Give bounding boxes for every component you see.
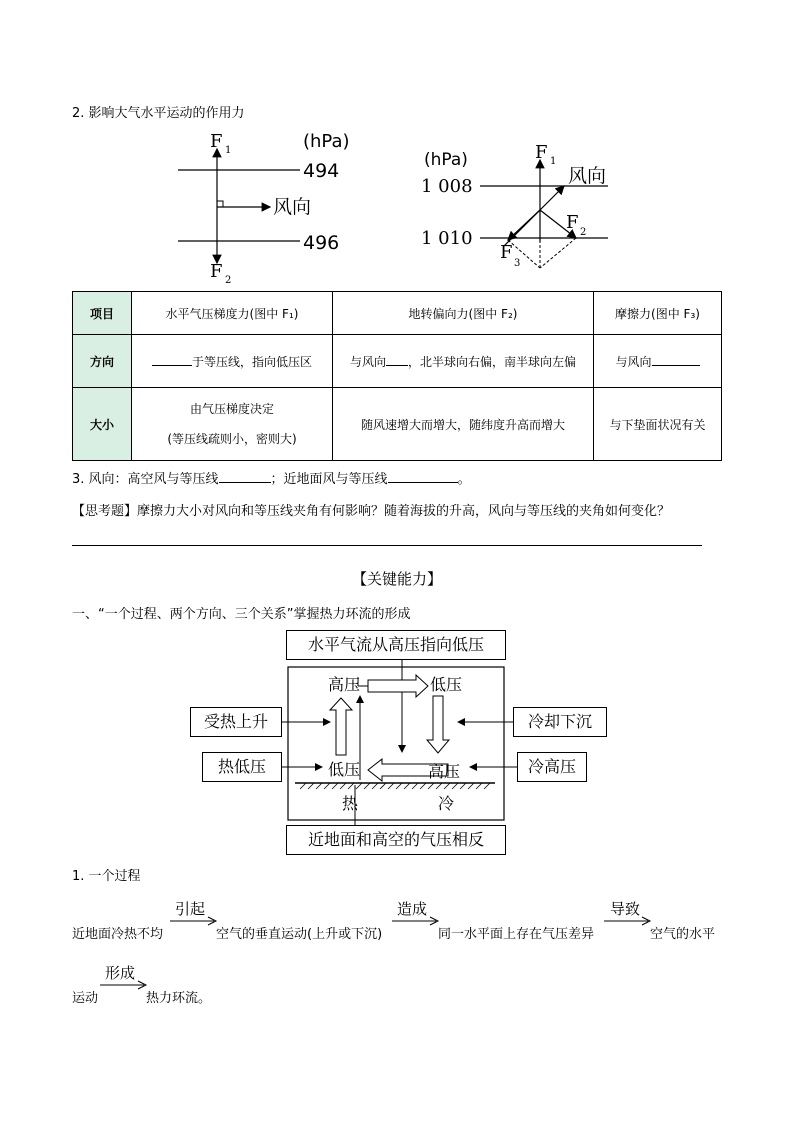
magnitude-label: 大小 (73, 388, 132, 461)
isobar-value-bottom: 496 (303, 232, 340, 254)
svg-text:2: 2 (225, 275, 232, 286)
f1-label: F (210, 131, 223, 152)
process-step-6: 热力环流。 (146, 991, 212, 1006)
process-step-2: 空气的垂直运动(上升或下沉) (216, 927, 383, 942)
label-cool-sink: 冷却下沉 (513, 707, 607, 737)
label-horizontal-flow: 水平气流从高压指向低压 (286, 630, 506, 660)
label-low-pressure-surface: 低压 (328, 760, 361, 779)
table-cell: 与风向 ，北半球向右偏，南半球向左偏 (333, 335, 594, 388)
process-step-1: 近地面冷热不均 (72, 927, 164, 942)
table-cell: 与风向 (594, 335, 722, 388)
direction-label: 方向 (73, 335, 132, 388)
right-angle-mark (217, 201, 223, 207)
table-row (73, 388, 722, 461)
f1-label: F (535, 142, 548, 163)
rising-hollow-arrow (330, 698, 352, 755)
table-cell: 由气压梯度决定 (等压线疏则小，密则大) (132, 388, 333, 461)
svg-text:1: 1 (225, 145, 232, 156)
key-ability-title: 【关键能力】 (351, 570, 442, 588)
label-high-pressure-upper: 高压 (328, 675, 361, 694)
svg-text:3: 3 (514, 258, 521, 269)
label-high-pressure-surface: 高压 (428, 762, 461, 781)
question-3: 3. 风向：高空风与等压线 ；近地面风与等压线 。 (72, 472, 471, 487)
label-heat-rise: 受热上升 (190, 707, 282, 737)
flow-arrow-2 (392, 916, 440, 926)
resultant-dash-1 (508, 240, 540, 268)
label-opposite-pressure: 近地面和高空的气压相反 (286, 825, 506, 855)
f2-label: F (566, 212, 579, 233)
process-step-5: 运动 (72, 991, 99, 1006)
unit-label: (hPa) (424, 150, 468, 170)
wind-label: 风向 (273, 196, 312, 218)
wind-label: 风向 (568, 165, 607, 187)
table-row (73, 335, 722, 388)
force-diagram-upper-air (170, 125, 370, 290)
sinking-hollow-arrow (427, 696, 449, 753)
verb-lead: 导致 (610, 900, 641, 918)
thermal-circulation-diagram (190, 630, 610, 855)
col-pressure-gradient: 水平气压梯度力(图中 F₁) (132, 292, 333, 335)
col-friction: 摩擦力(图中 F₃) (594, 292, 722, 335)
unit-label: (hPa) (303, 131, 350, 152)
flow-arrow-1 (170, 916, 218, 926)
verb-result: 造成 (397, 900, 428, 918)
process-title: 1. 一个过程 (72, 869, 141, 884)
header-cell: 项目 (73, 292, 132, 335)
isobar-value-top: 1 008 (421, 176, 473, 197)
section-title: 2. 影响大气水平运动的作用力 (72, 106, 245, 121)
flow-arrow-4 (100, 980, 148, 990)
col-coriolis: 地转偏向力(图中 F₂) (333, 292, 594, 335)
isobar-value-bottom: 1 010 (421, 228, 473, 249)
table-cell: 与下垫面状况有关 (594, 388, 722, 461)
svg-text:1: 1 (550, 156, 557, 167)
process-step-4: 空气的水平 (650, 927, 716, 942)
resultant-dash-2 (540, 238, 576, 268)
think-question: 【思考题】摩擦力大小对风向和等压线夹角有何影响？随着海拔的升高，风向与等压线的夹角如何变化？ (72, 504, 671, 519)
table-cell: 于等压线，指向低压区 (132, 335, 333, 388)
table-row (73, 292, 722, 335)
divider (72, 545, 702, 546)
isobar-value-top: 494 (303, 160, 340, 182)
horizontal-hollow-arrow-top (368, 675, 428, 697)
label-thermal-low: 热低压 (202, 752, 282, 782)
heading-1: 一、“一个过程、两个方向、三个关系”掌握热力环流的形成 (72, 607, 411, 622)
force-diagram-surface (418, 138, 633, 278)
circulation-lines (190, 630, 610, 855)
label-cold: 冷 (438, 794, 455, 813)
f2-label: F (210, 261, 223, 282)
table-cell: 随风速增大而增大，随纬度升高而增大 (333, 388, 594, 461)
f3-arrow (508, 210, 540, 240)
verb-form: 形成 (105, 964, 136, 982)
svg-text:2: 2 (580, 227, 587, 238)
process-step-3: 同一水平面上存在气压差异 (438, 927, 595, 942)
label-cold-high: 冷高压 (517, 752, 587, 782)
forces-table (72, 291, 722, 461)
flow-arrow-3 (604, 916, 652, 926)
f3-label: F (500, 242, 513, 263)
label-hot: 热 (342, 794, 359, 813)
ground-hatching (300, 783, 490, 789)
verb-cause: 引起 (175, 900, 206, 918)
label-low-pressure-upper: 低压 (430, 675, 463, 694)
